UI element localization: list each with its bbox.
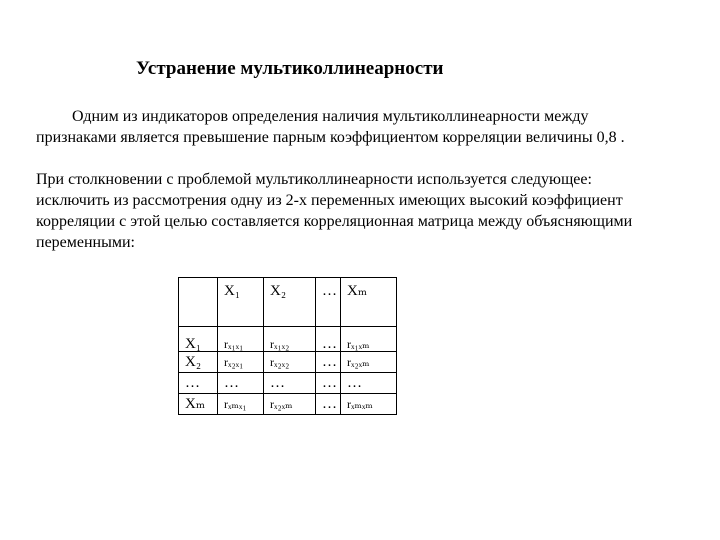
matrix-row [179,394,397,415]
matrix-header-cell: X₁ [218,278,264,327]
matrix-cell: rₓ₂ₓₘ [264,394,316,415]
matrix-cell: rₓₘₓ₁ [218,394,264,415]
paragraph-indicator-line-1: Одним из индикаторов определения наличия мультиколлинеарности между [72,108,589,125]
slide-title: Устранение мультиколлинеарности [136,58,444,79]
matrix-row [179,327,397,352]
matrix-header-cell: … [316,278,341,327]
matrix-row-label: X₁ [179,327,218,352]
paragraph-indicator [36,106,625,148]
matrix-cell: … [264,373,316,394]
matrix-cell: rₓ₂ₓₘ [341,352,397,373]
matrix-cell: rₓ₁ₓₘ [341,327,397,352]
paragraph-solution-line-3: корреляции с этой целью составляется корреляционная матрица между объясняющими [36,213,633,230]
matrix-cell: rₓ₁ₓ₁ [218,327,264,352]
matrix-header-cell: X₂ [264,278,316,327]
matrix-header-cell: Xₘ [341,278,397,327]
matrix-row [179,373,397,394]
matrix-row-label: X₂ [179,352,218,373]
matrix-cell: … [316,352,341,373]
paragraph-indicator-line-2: признаками является превышение парным коэффициентом корреляции величины 0,8 . [36,129,625,146]
matrix-row-label: … [179,373,218,394]
matrix-row [179,352,397,373]
matrix-cell: … [316,327,341,352]
paragraph-solution [36,169,632,253]
matrix-row-label: Xₘ [179,394,218,415]
matrix-corner-cell [179,278,218,327]
matrix-cell: rₓₘₓₘ [341,394,397,415]
correlation-matrix [178,277,397,415]
matrix-cell: … [218,373,264,394]
paragraph-solution-line-4: переменными: [36,234,135,251]
matrix-cell: … [316,394,341,415]
matrix-cell: … [341,373,397,394]
paragraph-solution-line-2: исключить из рассмотрения одну из 2-х переменных имеющих высокий коэффициент [36,192,623,209]
matrix-cell: … [316,373,341,394]
matrix-header-row [179,278,397,327]
matrix-cell: rₓ₂ₓ₂ [264,352,316,373]
paragraph-solution-line-1: При столкновении с проблемой мультиколлинеарности используется следующее: [36,171,592,188]
matrix-cell: rₓ₁ₓ₂ [264,327,316,352]
matrix-cell: rₓ₂ₓ₁ [218,352,264,373]
